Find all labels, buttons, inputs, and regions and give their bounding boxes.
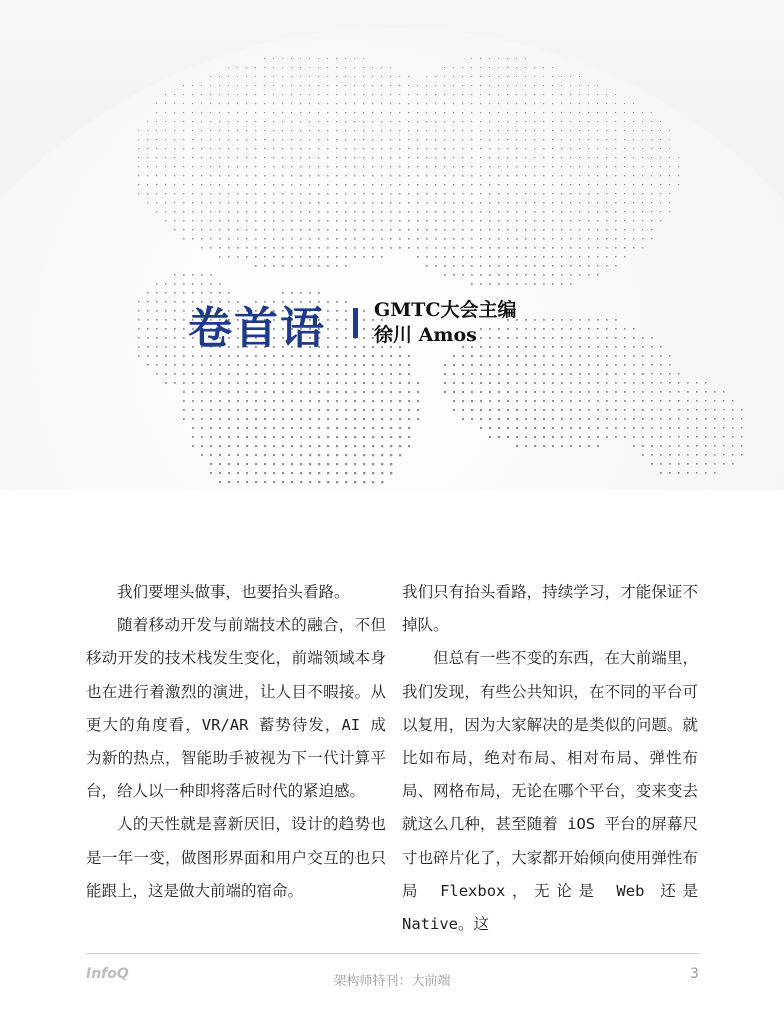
paragraph: 人的天性就是喜新厌旧，设计的趋势也是一年一变，做图形界面和用户交互的也只能跟上，这是做大前端的宿命。	[86, 815, 386, 900]
paragraph: 但总有一些不变的东西，在大前端里，我们发现，有些公共知识，在不同的平台可以复用，因为大家解决的是类似的问题。就比如布局，绝对布局、相对布局、弹性布局、网格布局，无论在哪个平台，变来变去就这么几种，甚至随着 iOS 平台的屏幕尺寸也碎片化了，大家都开始倾向使用弹性布局 Flexbox，无论是 Web 还是 Native。这	[402, 649, 698, 934]
editor-info	[374, 298, 517, 348]
infoq-logo: InfoQ	[86, 966, 129, 982]
article-column-right	[402, 576, 698, 941]
title-divider	[353, 308, 358, 338]
paragraph: 随着移动开发与前端技术的融合，不但移动开发的技术栈发生变化，前端领域本身也在进行着激烈的演进，让人目不暇接。从更大的角度看，VR/AR 蓄势待发，AI 成为新的热点，智能助手被视为下一代计算平台，给人以一种即将落后时代的紧迫感。	[86, 616, 386, 801]
footer-divider	[86, 953, 700, 954]
paragraph: 我们只有抬头看路，持续学习，才能保证不掉队。	[402, 583, 698, 635]
editor-name: 徐川 Amos	[374, 324, 477, 346]
editor-role: GMTC大会主编	[374, 299, 517, 321]
hero-banner	[0, 0, 784, 490]
globe-illustration	[0, 0, 784, 490]
article-column-left	[86, 576, 386, 908]
page-number: 3	[690, 966, 699, 982]
page-title: 卷首语	[188, 303, 326, 354]
paragraph: 我们要埋头做事，也要抬头看路。	[117, 583, 350, 601]
footer-publication-title: 架构师特刊：大前端	[333, 974, 451, 989]
